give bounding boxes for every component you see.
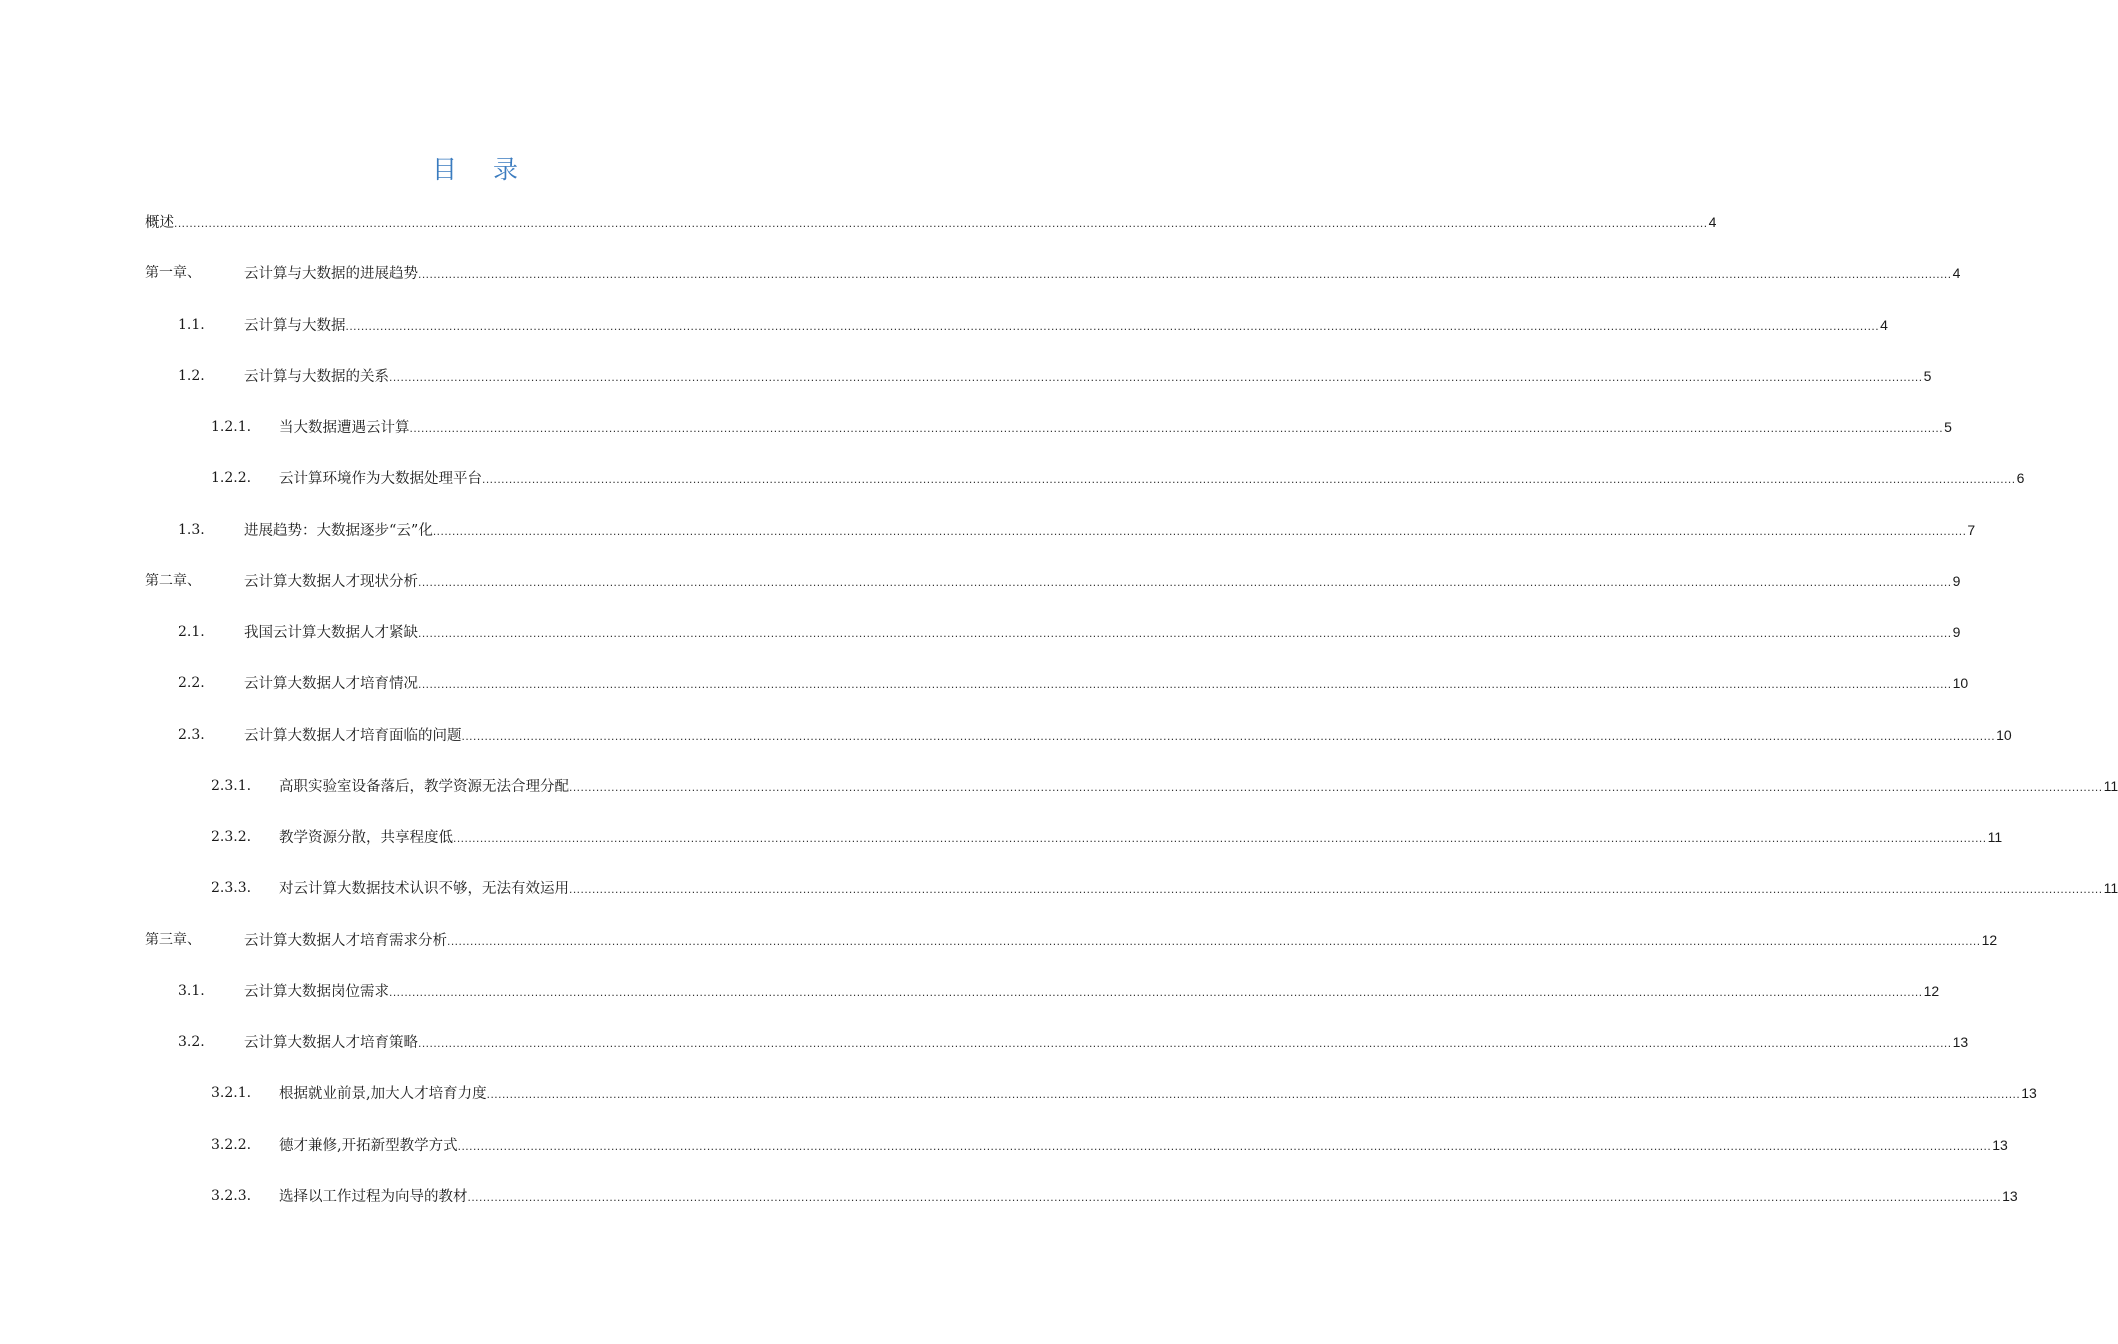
toc-entry[interactable] bbox=[0, 518, 1976, 542]
toc-entry-number: 3.1. bbox=[178, 983, 205, 999]
toc-entry-number: 1.3. bbox=[178, 522, 205, 538]
toc-entry-number: 2.1. bbox=[178, 624, 205, 640]
toc-entry-number: 2.2. bbox=[178, 675, 205, 691]
toc-entry-page-number: 5 bbox=[1923, 368, 1932, 384]
toc-entry[interactable] bbox=[0, 671, 1969, 695]
toc-entry[interactable] bbox=[0, 979, 1940, 1003]
toc-entry-title: 云计算大数据人才培育情况 bbox=[244, 676, 418, 692]
toc-entry-page-number: 5 bbox=[1944, 419, 1952, 435]
toc-entry-title: 进展趋势：大数据逐步“云”化 bbox=[244, 523, 433, 539]
toc-entry-number: 1.2.1. bbox=[211, 419, 252, 435]
toc-leader-dots: ................................................................................................................................................................................................................................................................................................................................................................................................................ bbox=[418, 626, 1952, 640]
toc-entry-number: 3.2.2. bbox=[211, 1137, 252, 1153]
toc-entry-number: 1.1. bbox=[178, 317, 205, 333]
toc-entry-number: 3.2. bbox=[178, 1034, 205, 1050]
toc-entry-page-number: 10 bbox=[1996, 727, 2012, 743]
toc-leader-dots: ................................................................................................................................................................................................................................................................................................................................................................................................................ bbox=[174, 216, 1708, 230]
toc-entry-page-number: 4 bbox=[1880, 317, 1888, 333]
toc-entry-title: 根据就业前景,加大人才培育力度 bbox=[279, 1086, 487, 1102]
toc-leader-dots: ................................................................................................................................................................................................................................................................................................................................................................................................................ bbox=[389, 370, 1923, 384]
toc-entry-title: 云计算大数据人才培育面临的问题 bbox=[244, 728, 462, 744]
toc-entry-page-number: 12 bbox=[1981, 932, 1998, 948]
toc-entry-number: 2.3.3. bbox=[211, 880, 252, 896]
toc-leader-dots: ................................................................................................................................................................................................................................................................................................................................................................................................................ bbox=[457, 1139, 1992, 1153]
toc-entry[interactable] bbox=[0, 569, 1961, 593]
toc-entry-title: 云计算与大数据的进展趋势 bbox=[244, 266, 418, 282]
toc-entry[interactable] bbox=[0, 466, 2025, 490]
toc-entry-number: 3.2.1. bbox=[211, 1085, 252, 1101]
toc-entry[interactable] bbox=[0, 210, 1717, 234]
toc-entry-page-number: 7 bbox=[1967, 522, 1976, 538]
toc-entry-page-number: 4 bbox=[1708, 214, 1717, 230]
toc-entry[interactable] bbox=[0, 825, 2003, 849]
toc-entry[interactable] bbox=[0, 876, 2118, 900]
toc-leader-dots: ................................................................................................................................................................................................................................................................................................................................................................................................................ bbox=[461, 729, 1996, 743]
toc-leader-dots: ................................................................................................................................................................................................................................................................................................................................................................................................................ bbox=[345, 319, 1880, 333]
toc-leader-dots: ................................................................................................................................................................................................................................................................................................................................................................................................................ bbox=[418, 267, 1952, 281]
toc-entry[interactable] bbox=[0, 774, 2118, 798]
toc-entry-title: 云计算大数据岗位需求 bbox=[244, 984, 389, 1000]
toc-entry-page-number: 9 bbox=[1952, 624, 1961, 640]
toc-entry-number: 第二章、 bbox=[145, 573, 201, 589]
toc-leader-dots: ................................................................................................................................................................................................................................................................................................................................................................................................................ bbox=[569, 882, 2103, 896]
toc-entry[interactable] bbox=[0, 364, 1932, 388]
toc-leader-dots: ................................................................................................................................................................................................................................................................................................................................................................................................................ bbox=[418, 677, 1952, 691]
toc-entry-title: 选择以工作过程为向导的教材 bbox=[279, 1189, 468, 1205]
toc-entry-title: 德才兼修,开拓新型教学方式 bbox=[279, 1138, 458, 1154]
toc-entry-page-number: 4 bbox=[1952, 265, 1961, 281]
toc-entry-title: 云计算大数据人才培育策略 bbox=[244, 1035, 418, 1051]
toc-entry-page-number: 13 bbox=[1992, 1137, 2008, 1153]
toc-leader-dots: ................................................................................................................................................................................................................................................................................................................................................................................................................ bbox=[467, 1190, 2002, 1204]
toc-entry-number: 2.3.1. bbox=[211, 778, 252, 794]
toc-leader-dots: ................................................................................................................................................................................................................................................................................................................................................................................................................ bbox=[432, 524, 1967, 538]
toc-entry-number: 第三章、 bbox=[145, 932, 201, 948]
toc-entry[interactable] bbox=[0, 1081, 2037, 1105]
toc-leader-dots: ................................................................................................................................................................................................................................................................................................................................................................................................................ bbox=[409, 421, 1944, 435]
toc-entry[interactable] bbox=[0, 313, 1888, 337]
toc-entry-number: 2.3. bbox=[178, 727, 205, 743]
toc-entry-page-number: 11 bbox=[2103, 778, 2118, 794]
toc-leader-dots: ................................................................................................................................................................................................................................................................................................................................................................................................................ bbox=[486, 1087, 2021, 1101]
toc-entry[interactable] bbox=[0, 261, 1961, 285]
toc-entry[interactable] bbox=[0, 723, 2012, 747]
toc-entry-number: 1.2. bbox=[178, 368, 205, 384]
toc-entry-page-number: 11 bbox=[2103, 880, 2118, 896]
toc-entry-title: 教学资源分散，共享程度低 bbox=[279, 830, 453, 846]
toc-entry-title: 云计算与大数据 bbox=[244, 318, 346, 334]
toc-entry[interactable] bbox=[0, 1184, 2018, 1208]
toc-entry-number: 2.3.2. bbox=[211, 829, 252, 845]
toc-entry-page-number: 13 bbox=[1952, 1034, 1969, 1050]
toc-entry-page-number: 9 bbox=[1952, 573, 1961, 589]
toc-entry-title: 高职实验室设备落后，教学资源无法合理分配 bbox=[279, 779, 569, 795]
toc-entry-number: 第一章、 bbox=[145, 265, 201, 281]
toc-entry-title: 当大数据遭遇云计算 bbox=[279, 420, 410, 436]
toc-leader-dots: ................................................................................................................................................................................................................................................................................................................................................................................................................ bbox=[389, 985, 1923, 999]
toc-entry-page-number: 13 bbox=[2021, 1085, 2037, 1101]
toc-leader-dots: ................................................................................................................................................................................................................................................................................................................................................................................................................ bbox=[482, 472, 2016, 486]
toc-entry-title: 云计算大数据人才培育需求分析 bbox=[244, 933, 447, 949]
toc-leader-dots: ................................................................................................................................................................................................................................................................................................................................................................................................................ bbox=[418, 575, 1952, 589]
toc-entry-page-number: 12 bbox=[1923, 983, 1940, 999]
toc-entry[interactable] bbox=[0, 928, 1998, 952]
toc-entry-page-number: 6 bbox=[2016, 470, 2025, 486]
toc-entry-number: 3.2.3. bbox=[211, 1188, 252, 1204]
toc-entry-title: 我国云计算大数据人才紧缺 bbox=[244, 625, 418, 641]
toc-entry-page-number: 13 bbox=[2002, 1188, 2018, 1204]
toc-leader-dots: ................................................................................................................................................................................................................................................................................................................................................................................................................ bbox=[453, 831, 1987, 845]
toc-entry-title: 云计算大数据人才现状分析 bbox=[244, 574, 418, 590]
toc-title: 目 录 bbox=[432, 155, 532, 184]
toc-entry-title: 对云计算大数据技术认识不够，无法有效运用 bbox=[279, 881, 569, 897]
toc-entry[interactable] bbox=[0, 1030, 1969, 1054]
toc-entry-page-number: 11 bbox=[1987, 829, 2003, 845]
toc-entry-title: 概述 bbox=[145, 215, 174, 231]
toc-entry-number: 1.2.2. bbox=[211, 470, 252, 486]
toc-entry-title: 云计算与大数据的关系 bbox=[244, 369, 389, 385]
toc-entry[interactable] bbox=[0, 1133, 2008, 1157]
toc-leader-dots: ................................................................................................................................................................................................................................................................................................................................................................................................................ bbox=[418, 1036, 1952, 1050]
toc-entry[interactable] bbox=[0, 415, 1952, 439]
toc-entry[interactable] bbox=[0, 620, 1961, 644]
toc-leader-dots: ................................................................................................................................................................................................................................................................................................................................................................................................................ bbox=[569, 780, 2103, 794]
toc-entry-page-number: 10 bbox=[1952, 675, 1969, 691]
toc-entry-title: 云计算环境作为大数据处理平台 bbox=[279, 471, 482, 487]
toc-leader-dots: ................................................................................................................................................................................................................................................................................................................................................................................................................ bbox=[447, 934, 1981, 948]
